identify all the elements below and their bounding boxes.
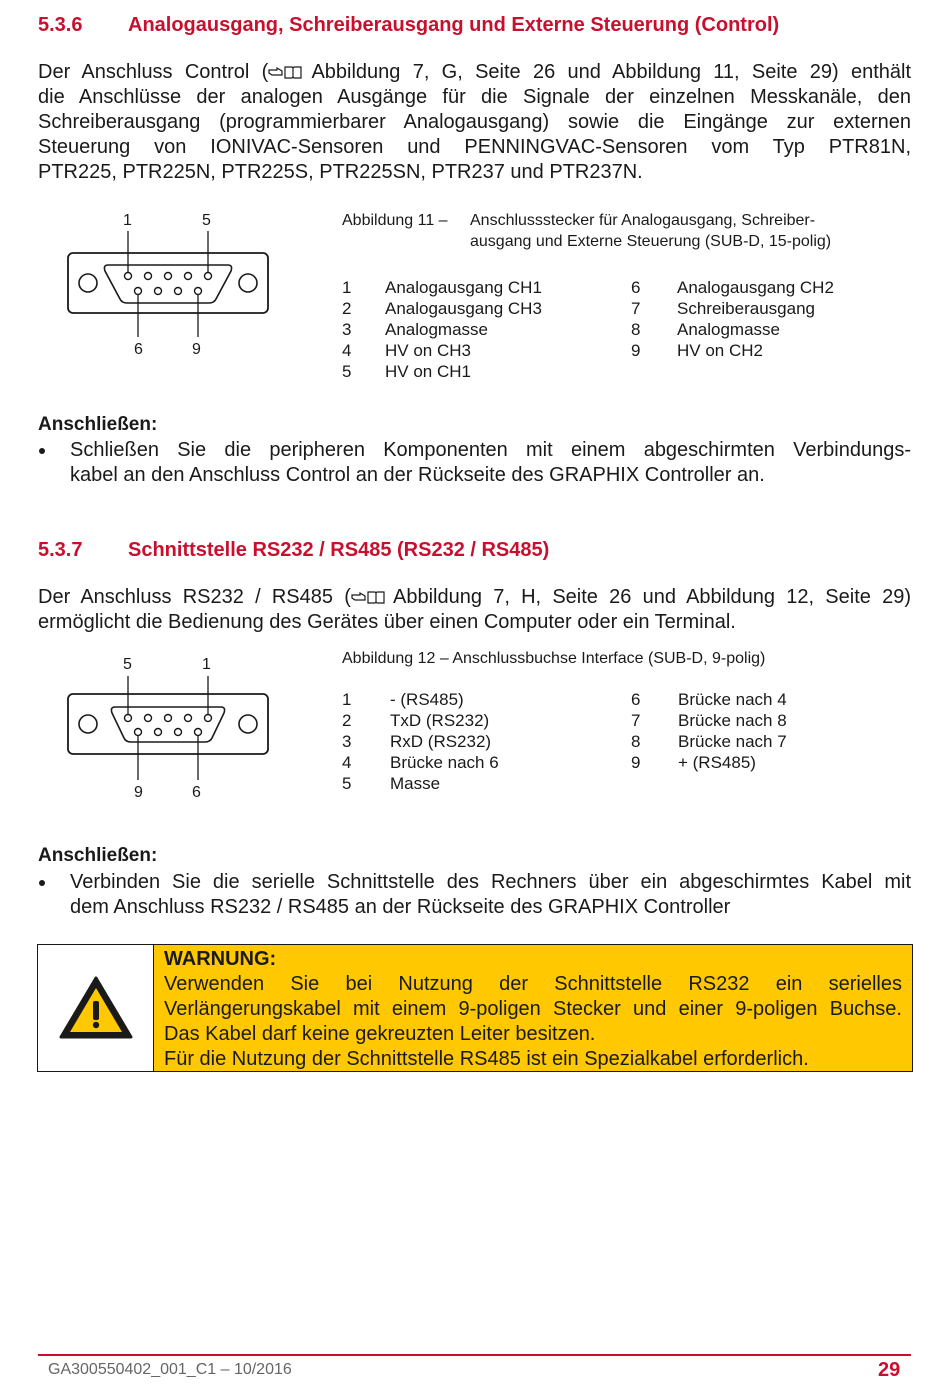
paragraph-line: Der Anschluss RS232 / RS485 ( Abbildung 7, H, Seite 26 und Abbildung 12, Seite 29) — [38, 586, 911, 608]
warning-box — [37, 944, 913, 1072]
section-number: 5.3.6 — [38, 14, 83, 36]
paragraph-line: PTR225, PTR225N, PTR225S, PTR225SN, PTR237 und PTR237N. — [38, 161, 643, 183]
bullet-icon — [39, 880, 45, 886]
figure-12-caption: Abbildung 12 – Anschlussbuchse Interface (SUB-D, 9-polig) — [342, 650, 766, 667]
pointing-hand-icon — [268, 61, 284, 75]
section-title: Analogausgang, Schreiberausgang und Externe Steuerung (Control) — [128, 14, 780, 36]
paragraph-line: Steuerung von IONIVAC-Sensoren und PENNINGVAC-Sensoren vom Typ PTR81N, — [38, 136, 911, 158]
footer-rule — [38, 1354, 911, 1356]
diagram-label-pin5: 5 — [123, 656, 132, 673]
diagram-label-pin5: 5 — [202, 212, 211, 229]
section-number: 5.3.7 — [38, 539, 83, 561]
warning-triangle-icon — [58, 975, 134, 1041]
pin-table-15: 1 Analogausgang CH1 2 Analogausgang CH3 3 Analogmasse 4 HV on CH3 5 HV on CH1 6 Analogausgang CH2 7 Schreiberausgang 8 Analogmasse 9 HV on CH2 — [342, 278, 834, 381]
diagram-label-pin1: 1 — [202, 656, 211, 673]
diagram-label-pin1: 1 — [123, 212, 132, 229]
warning-icon-cell — [38, 945, 154, 1071]
diagram-label-pin9: 9 — [192, 341, 201, 358]
page-number: 29 — [878, 1359, 901, 1381]
book-icon — [284, 61, 300, 75]
bullet-icon — [39, 448, 45, 454]
diagram-label-pin9: 9 — [134, 784, 143, 801]
paragraph-line: die Anschlüsse der analogen Ausgänge für die Signale der einzelnen Messkanäle, den — [38, 86, 911, 108]
bullet-text-537: Verbinden Sie die serielle Schnittstelle des Rechners über ein abgeschirmtes Kabel mit dem Anschluss RS232 / RS485 an der Rückseite des GRAPHIX Controller — [70, 871, 911, 918]
caption-text-line1: Anschlussstecker für Analogausgang, Schreiber- — [470, 212, 816, 229]
warning-text: WARNUNG: Verwenden Sie bei Nutzung der Schnittstelle RS232 ein serielles Verlängerungskabel mit einem 9-poligen Stecker und einer 9-poligen Buchse. Das Kabel darf keine gekreuzten Leiter besitzen. Für die Nutzung der Schnittstelle RS485 ist ein Spezialkabel erforderlich. — [154, 945, 912, 1071]
section-title: Schnittstelle RS232 / RS485 (RS232 / RS485) — [128, 539, 550, 561]
connect-heading-536: Anschließen: — [38, 414, 158, 435]
subd15-connector-drawing — [60, 205, 275, 365]
paragraph-line: ermöglicht die Bedienung des Gerätes über einen Computer oder ein Terminal. — [38, 611, 736, 633]
caption-label: Abbildung 11 – — [342, 212, 448, 229]
footer-doc-id: GA300550402_001_C1 – 10/2016 — [48, 1361, 292, 1378]
diagram-label-pin6: 6 — [192, 784, 201, 801]
book-icon — [367, 586, 383, 600]
section-537-paragraph — [38, 585, 911, 635]
connect-heading-537: Anschließen: — [38, 845, 158, 866]
pointing-hand-icon — [351, 586, 367, 600]
subd9-connector-drawing — [60, 650, 275, 810]
caption-text-line2: ausgang und Externe Steuerung (SUB-D, 15-polig) — [470, 233, 832, 250]
warning-title: WARNUNG: — [164, 948, 277, 970]
bullet-text-536: Schließen Sie die peripheren Komponenten mit einem abgeschirmten Verbindungs- kabel an den Anschluss Control an der Rückseite des GRAPHIX Controller an. — [70, 439, 911, 486]
paragraph-line: Schreiberausgang (programmierbarer Analogausgang) sowie die Eingänge zur externen — [38, 111, 911, 133]
diagram-label-pin6: 6 — [134, 341, 143, 358]
paragraph-line: Der Anschluss Control ( Abbildung 7, G, Seite 26 und Abbildung 11, Seite 29) enthält — [38, 61, 912, 83]
subd15-connector-diagram — [60, 205, 275, 365]
pin-table-9: 1 - (RS485) 2 TxD (RS232) 3 RxD (RS232) 4 Brücke nach 6 5 Masse 6 Brücke nach 4 7 Brücke nach 8 8 Brücke nach 7 9 + (RS485) — [342, 690, 787, 793]
section-536-paragraph — [38, 60, 911, 185]
section-heading-537 — [38, 539, 918, 565]
subd9-connector-diagram — [60, 650, 275, 810]
section-heading-536 — [38, 14, 918, 40]
